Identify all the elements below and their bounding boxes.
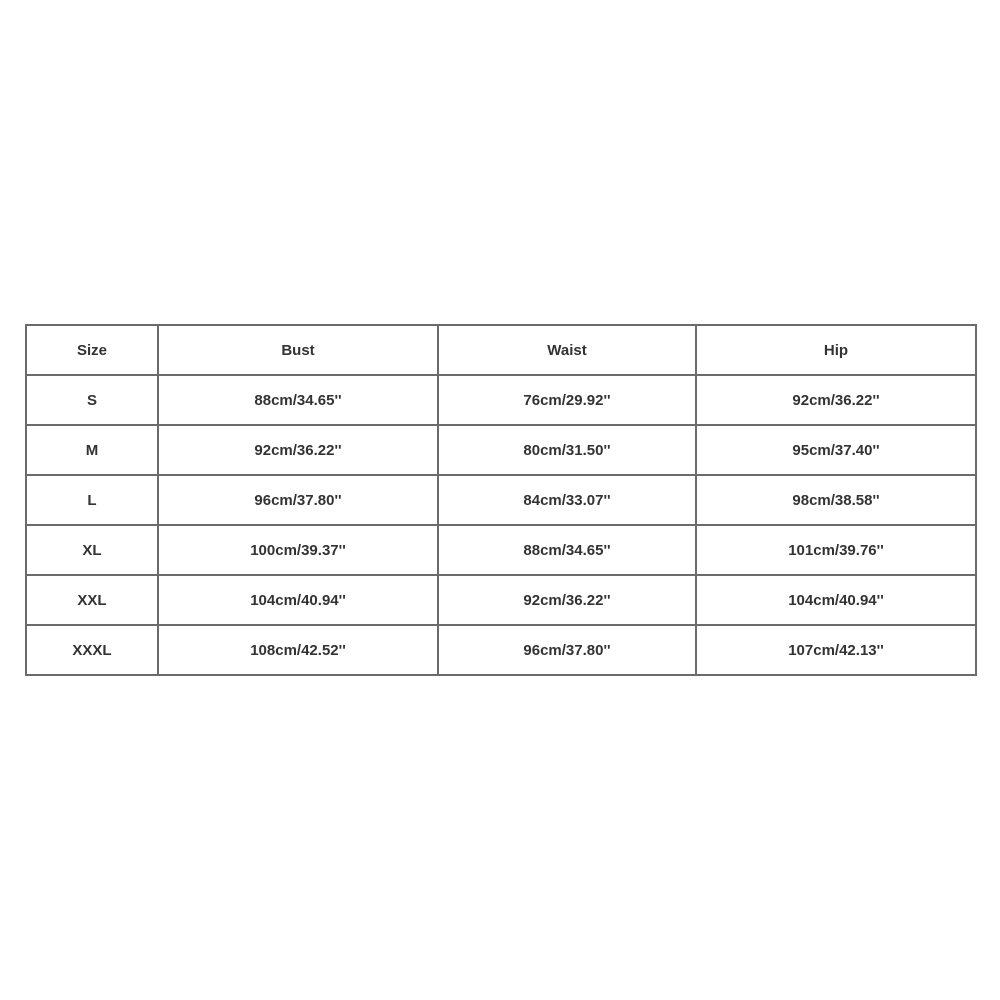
cell-hip: 101cm/39.76'' (696, 525, 976, 575)
table-header-row (26, 325, 976, 375)
cell-hip: 98cm/38.58'' (696, 475, 976, 525)
cell-hip: 107cm/42.13'' (696, 625, 976, 675)
cell-bust: 92cm/36.22'' (158, 425, 438, 475)
cell-size: XXL (26, 575, 158, 625)
cell-bust: 100cm/39.37'' (158, 525, 438, 575)
cell-hip: 95cm/37.40'' (696, 425, 976, 475)
header-bust: Bust (158, 325, 438, 375)
cell-waist: 88cm/34.65'' (438, 525, 696, 575)
table-row (26, 525, 976, 575)
cell-bust: 96cm/37.80'' (158, 475, 438, 525)
cell-size: L (26, 475, 158, 525)
cell-bust: 88cm/34.65'' (158, 375, 438, 425)
cell-waist: 80cm/31.50'' (438, 425, 696, 475)
table-row (26, 625, 976, 675)
table-row (26, 475, 976, 525)
cell-hip: 104cm/40.94'' (696, 575, 976, 625)
cell-waist: 96cm/37.80'' (438, 625, 696, 675)
size-chart-table (25, 324, 977, 676)
cell-waist: 84cm/33.07'' (438, 475, 696, 525)
cell-bust: 104cm/40.94'' (158, 575, 438, 625)
cell-size: S (26, 375, 158, 425)
cell-size: XL (26, 525, 158, 575)
cell-size: M (26, 425, 158, 475)
table-row (26, 575, 976, 625)
header-hip: Hip (696, 325, 976, 375)
table-row (26, 375, 976, 425)
table-row (26, 425, 976, 475)
header-size: Size (26, 325, 158, 375)
cell-waist: 92cm/36.22'' (438, 575, 696, 625)
cell-size: XXXL (26, 625, 158, 675)
cell-waist: 76cm/29.92'' (438, 375, 696, 425)
header-waist: Waist (438, 325, 696, 375)
cell-bust: 108cm/42.52'' (158, 625, 438, 675)
cell-hip: 92cm/36.22'' (696, 375, 976, 425)
